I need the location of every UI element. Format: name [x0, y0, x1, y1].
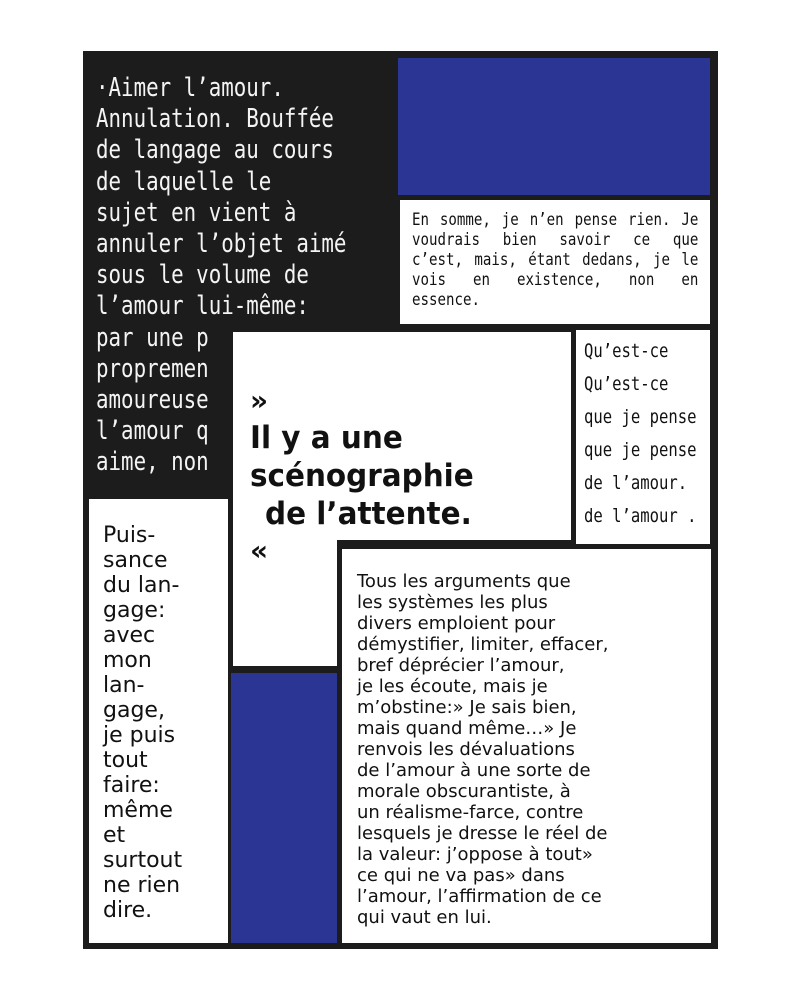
text-line: la valeur: j’oppose à tout»: [357, 844, 593, 865]
text-line: bref déprécier l’amour,: [357, 655, 565, 676]
poster-frame: [83, 51, 718, 949]
text-line: propremen: [96, 353, 209, 384]
text-line: gage:: [103, 598, 166, 623]
center-quote-block: [233, 332, 571, 567]
top-right-text-block: [400, 200, 710, 324]
text-line: les systèmes les plus: [357, 592, 548, 613]
text-line: de laquelle le: [96, 166, 272, 197]
text-line: annuler l’objet aimé: [96, 229, 347, 260]
text-line: aime, non: [96, 447, 209, 478]
text-line: qui vaut en lui.: [357, 907, 492, 928]
text-line: de langage au cours: [96, 135, 334, 166]
quote-line: Il y a une: [250, 420, 403, 456]
text-line: du lan-: [103, 573, 180, 598]
text-line: l’amour lui-même:: [96, 291, 309, 322]
text-line: faire:: [103, 773, 160, 798]
text-line: sance: [103, 548, 168, 573]
question-line: de l’amour.: [584, 472, 688, 494]
question-line: que je pense: [584, 439, 697, 461]
quote-panel-extension: [233, 537, 337, 666]
text-line: je puis: [103, 723, 176, 748]
text-line: démystifier, limiter, effacer,: [357, 634, 609, 655]
text-line: un réalisme-farce, contre: [357, 802, 584, 823]
question-line: Qu’est-ce: [584, 340, 669, 362]
text-line: ne rien: [103, 873, 181, 898]
text-line: renvois les dévaluations: [357, 739, 575, 760]
text-line: gage,: [103, 698, 165, 723]
text-line: Puis-: [103, 523, 156, 548]
text-line: tout: [103, 748, 148, 773]
text-line: mon: [103, 648, 152, 673]
blue-panel-top: [398, 58, 710, 195]
text-line: surtout: [103, 848, 183, 873]
text-line: avec: [103, 623, 156, 648]
text-line: ·Aimer l’amour.: [96, 73, 284, 103]
text-line: m’obstine:» Je sais bien,: [357, 697, 577, 718]
text-line: de l’amour à une sorte de: [357, 760, 591, 781]
text-line: mais quand même…» Je: [357, 718, 577, 739]
question-line: que je pense: [584, 406, 697, 428]
text-line: ce qui ne va pas» dans: [357, 865, 565, 886]
bottom-right-text-block: [342, 549, 711, 943]
text-line: morale obscurantiste, à: [357, 781, 571, 802]
text-line: divers emploient pour: [357, 613, 556, 634]
text-line: l’amour q: [96, 416, 209, 447]
text-line: l’amour, l’affirmation de ce: [357, 886, 602, 907]
text-line: lan-: [103, 673, 145, 698]
text-line: je les écoute, mais je: [357, 676, 548, 697]
blue-panel-bottom: [231, 673, 337, 943]
bottom-left-text-block: [89, 499, 228, 943]
text-line: lesquels je dresse le réel de: [357, 823, 608, 844]
question-text-block: [576, 330, 710, 544]
quote-open-mark: »: [250, 384, 269, 417]
question-line: Qu’est-ce: [584, 373, 669, 395]
quote-close-mark: «: [250, 534, 269, 567]
text-line: sujet en vient à: [96, 197, 297, 228]
text-line: dire.: [103, 898, 153, 923]
text-line: même: [103, 798, 173, 823]
question-line: de l’amour .: [584, 505, 697, 527]
text-line: sous le volume de: [96, 260, 309, 291]
text-line: Tous les arguments que: [357, 571, 571, 592]
text-line: amoureuse: [96, 385, 209, 416]
text-line: et: [103, 823, 126, 848]
quote-line: de l’attente.: [265, 496, 472, 532]
en-somme-paragraph: En somme, je n’en pense rien. Je voudrais bien savoir ce que c’est, mais, étant dedans, je le vois en existence, non en essence.: [412, 210, 699, 310]
text-line: par une p: [96, 322, 209, 353]
text-line: Annulation. Bouffée: [96, 104, 334, 135]
quote-line: scénographie: [250, 458, 474, 494]
